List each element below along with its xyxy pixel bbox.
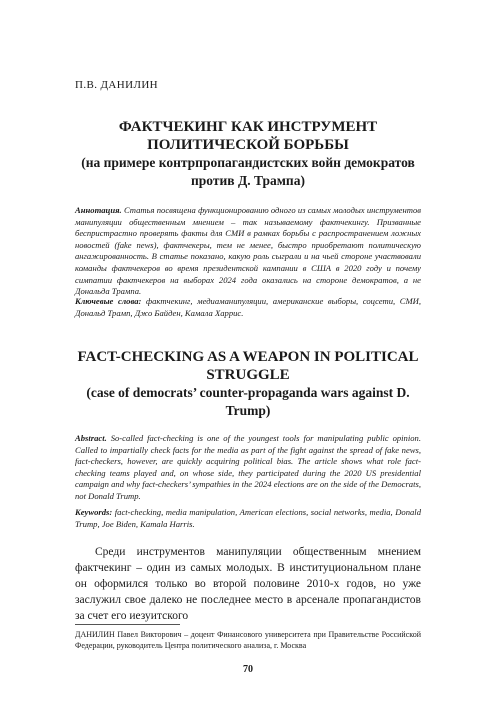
abstract-english	[75, 433, 421, 503]
body-paragraph: Среди инструментов манипуляции общественным мнением фактчекинг – один из самых молодых. В институциональном плане он оформился только во второй половине 2010-х годов, но уже заслужил свое далеко не последнее место в арсенале пропагандистов за счет его иезуитского	[75, 546, 421, 622]
annotation-text: Статья посвящена функционированию одного из самых молодых инструментов манипуляции общественным мнением – так называемому фактчекингу. Призванные беспристрастно проверять факты для СМИ в рамках борьбы с распространением ложных новостей (fake news), фактчекеры, тем не менее, быстро приобретают политическую ангажированность. В статье показано, какую роль сыграли и на чьей стороне участвовали команды фактчекеров во время президентской кампании в США в 2020 году и почему симпатии фактчекеров на выборах 2024 года оказались на стороне демократов, а не Дональда Трампа.	[75, 205, 421, 297]
annotation-label: Аннотация.	[75, 205, 122, 215]
article-subtitle-russian: (на примере контрпропагандистских войн демократов против Д. Трампа)	[81, 155, 415, 188]
keywords-text-english: fact-checking, media manipulation, American elections, social networks, media, Donald Trump, Joe Biden, Kamala Harris.	[75, 507, 421, 529]
article-title-english: FACT-CHECKING AS A WEAPON IN POLITICAL STRUGGLE	[77, 349, 419, 383]
abstract-text: So-called fact-checking is one of the youngest tools for manipulating public opinion. Called to impartially check facts for the media as part of the fight against the spread of fake news, fact-checkers, however, are quickly acquiring political bias. The article shows what role fact-checking teams played and, on whose side, they participated during the 2020 US presidential campaign and why fact-checkers’ sympathies in the 2024 elections are on the side of the Democrats, not Donald Trump.	[75, 433, 421, 501]
article-subtitle-english: (case of democrats’ counter-propaganda wars against D. Trump)	[86, 385, 410, 418]
keywords-english	[75, 507, 421, 530]
author-footnote: ДАНИЛИН Павел Викторович – доцент Финансового университета при Правительстве Российской Федерации, руководитель Центра политического анализа, г. Москва	[75, 630, 421, 650]
keywords-label-russian: Ключевые слова:	[75, 296, 142, 306]
annotation-russian	[75, 205, 421, 298]
abstract-label: Abstract.	[75, 433, 107, 443]
footnote-divider	[75, 624, 180, 625]
article-title-russian: ФАКТЧЕКИНГ КАК ИНСТРУМЕНТ ПОЛИТИЧЕСКОЙ БОРЬБЫ	[118, 119, 378, 153]
page-number: 70	[243, 664, 253, 675]
keywords-label-english: Keywords:	[75, 507, 113, 517]
author-name: П.В. ДАНИЛИН	[75, 79, 159, 91]
keywords-text-russian: фактчекинг, медиаманипуляции, американские выборы, соцсети, СМИ, Дональд Трамп, Джо Байден, Камала Харрис.	[75, 296, 421, 318]
keywords-russian	[75, 296, 421, 319]
